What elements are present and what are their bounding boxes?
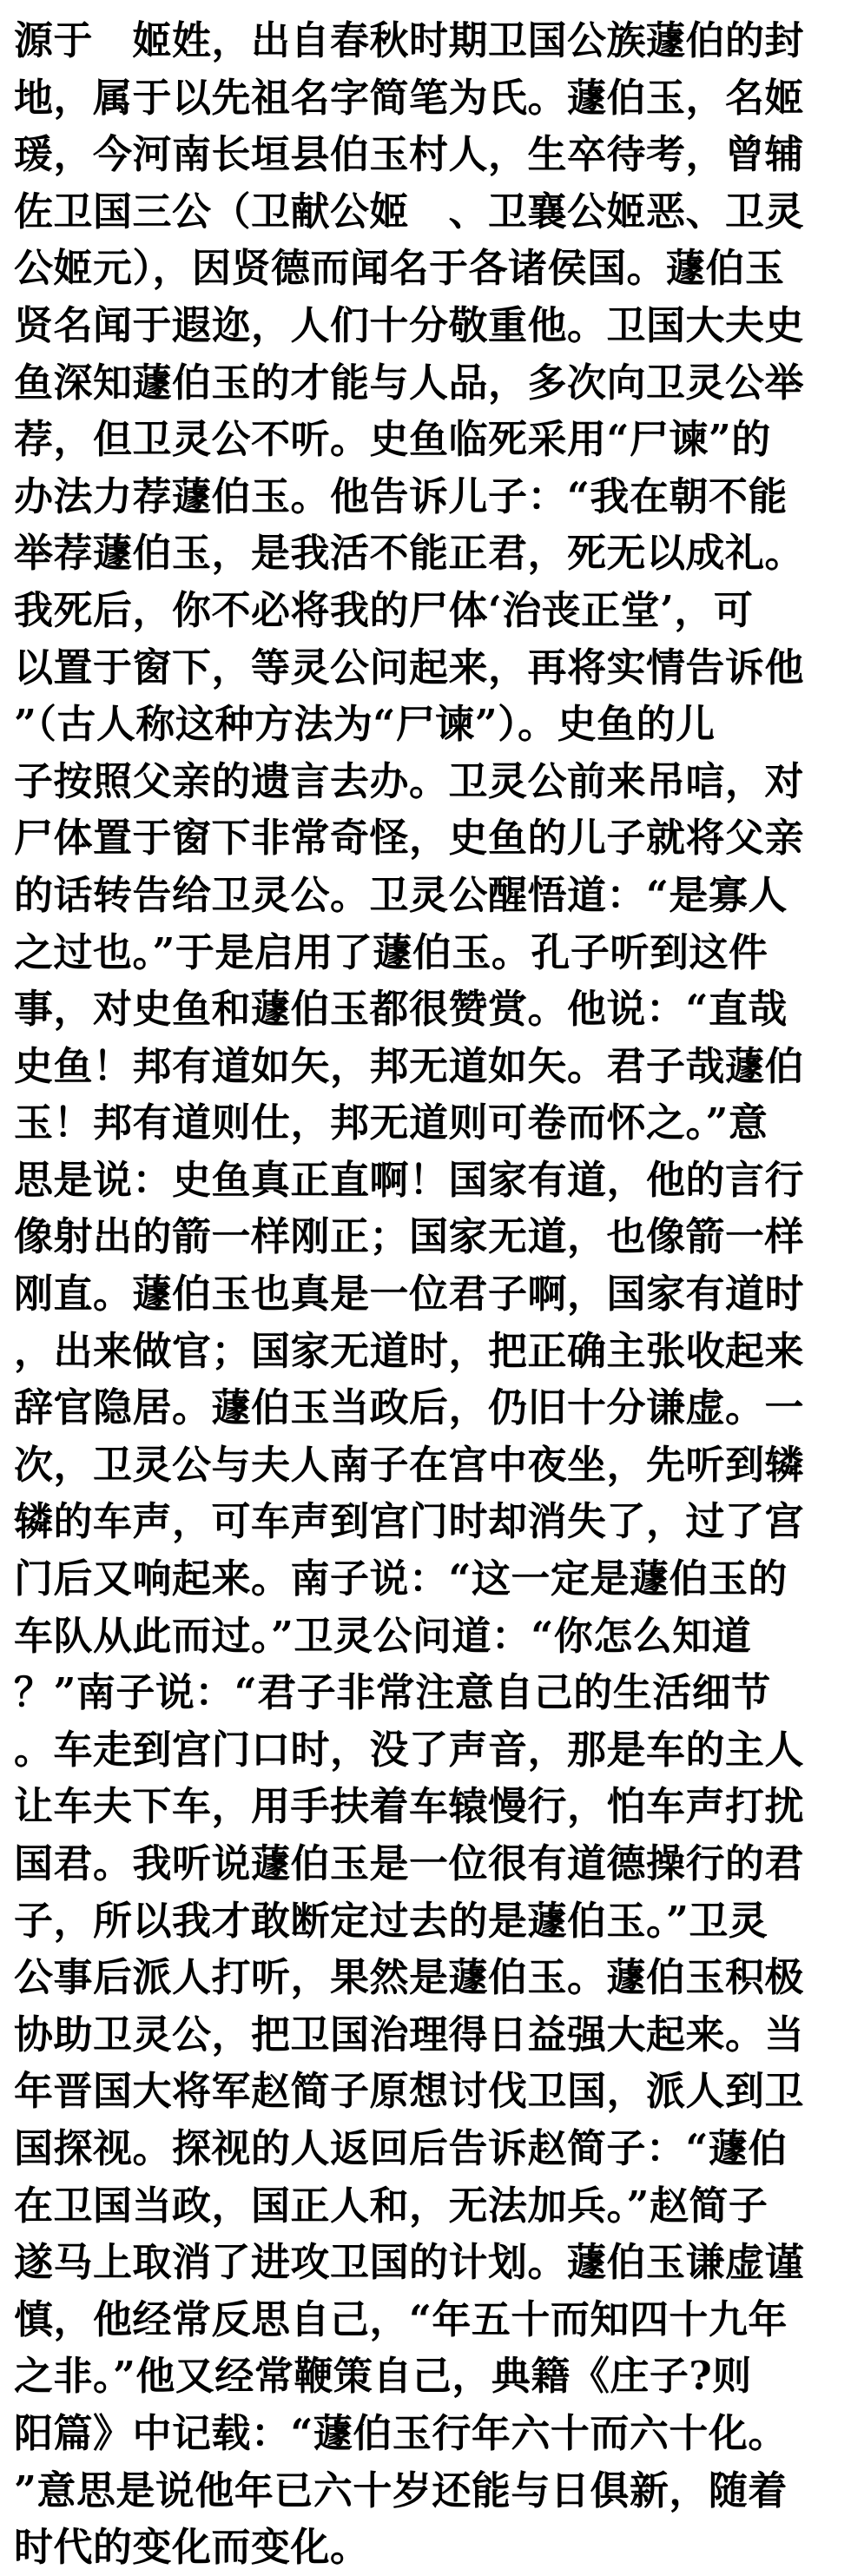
text-line: 子按照父亲的遗言去办。卫灵公前来吊唁，对 [14, 757, 805, 804]
text-line: 慎，他经常反思自己，“年五十而知四十九年 [14, 2295, 788, 2342]
text-line: 办法力荐蘧伯玉。他告诉儿子：“我在朝不能 [14, 472, 788, 519]
text-line: 我死后，你不必将我的尸体‘治丧正堂’，可 [14, 586, 754, 633]
text-line: 思是说：史鱼真正直啊！国家有道，他的言行 [14, 1156, 805, 1203]
text-line: 次，卫灵公与夫人南子在宫中夜坐，先听到辚 [14, 1441, 805, 1488]
text-line: 让车夫下车，用手扶着车辕慢行，怕车声打扰 [14, 1783, 805, 1830]
text-line: 年晋国大将军赵简子原想讨伐卫国，派人到卫 [14, 2068, 805, 2115]
text-line: 事，对史鱼和蘧伯玉都很赞赏。他说：“直哉 [14, 986, 788, 1033]
text-line: 荐，但卫灵公不听。史鱼临死采用“尸谏”的 [14, 416, 771, 463]
text-line: 佐卫国三公（卫献公姬 、卫襄公姬恶、卫灵 [14, 188, 805, 234]
text-line: ”意思是说他年已六十岁还能与日俱新，随着 [14, 2467, 788, 2513]
text-line: 的话转告给卫灵公。卫灵公醒悟道：“是寡人 [14, 871, 788, 918]
text-line: 阳篇》中记载：“蘧伯玉行年六十而六十化。 [14, 2409, 788, 2456]
text-line: 之过也。”于是启用了蘧伯玉。孔子听到这件 [14, 928, 769, 975]
text-line: 公事后派人打听，果然是蘧伯玉。蘧伯玉积极 [14, 1954, 805, 2001]
text-line: ，出来做官；国家无道时，把正确主张收起来 [14, 1327, 805, 1374]
text-line: 举荐蘧伯玉，是我活不能正君，死无以成礼。 [14, 530, 805, 577]
text-line: 遂马上取消了进攻卫国的计划。蘧伯玉谦虚谨 [14, 2239, 805, 2286]
text-line: 尸体置于窗下非常奇怪，史鱼的儿子就将父亲 [14, 815, 805, 862]
text-line: 贤名闻于遐迩，人们十分敬重他。卫国大夫史 [14, 301, 805, 348]
text-line: 时代的变化而变化。 [14, 2524, 370, 2571]
text-line: 刚直。蘧伯玉也真是一位君子啊，国家有道时 [14, 1271, 805, 1318]
text-line: 史鱼！邦有道如矢，邦无道如矢。君子哉蘧伯 [14, 1042, 805, 1089]
text-line: 。车走到宫门口时，没了声音，那是车的主人 [14, 1726, 805, 1773]
text-line: 以置于窗下，等灵公问起来，再将实情告诉他 [14, 644, 805, 690]
text-line: ”（古人称这种方法为“尸谏”）。史鱼的儿 [14, 701, 716, 748]
text-line: 辞官隐居。蘧伯玉当政后，仍旧十分谦虚。一 [14, 1384, 805, 1431]
text-line: 门后又响起来。南子说：“这一定是蘧伯玉的 [14, 1556, 788, 1602]
text-line: ？”南子说：“君子非常注意自己的生活细节 [14, 1669, 771, 1716]
text-line: 源于 姬姓，出自春秋时期卫国公族蘧伯的封 [14, 17, 805, 63]
text-line: 瑗，今河南长垣县伯玉村人，生卒待考，曾辅 [14, 131, 805, 178]
text-line: 公姬元），因贤德而闻名于各诸侯国。蘧伯玉 [14, 245, 785, 292]
text-line: 鱼深知蘧伯玉的才能与人品，多次向卫灵公举 [14, 359, 805, 406]
text-line: 国探视。探视的人返回后告诉赵简子：“蘧伯 [14, 2124, 788, 2171]
text-line: 辚的车声，可车声到宫门时却消失了，过了宫 [14, 1498, 805, 1545]
text-line: 国君。我听说蘧伯玉是一位很有道德操行的君 [14, 1840, 805, 1886]
text-line: 车队从此而过。”卫灵公问道：“你怎么知道 [14, 1612, 752, 1659]
text-line: 像射出的箭一样刚正；国家无道，也像箭一样 [14, 1213, 805, 1260]
text-line: 子，所以我才敢断定过去的是蘧伯玉。”卫灵 [14, 1897, 769, 1944]
text-line: 在卫国当政，国正人和，无法加兵。”赵简子 [14, 2182, 769, 2229]
text-line: 玉！邦有道则仕，邦无道则可卷而怀之。”意 [14, 1100, 769, 1146]
text-line: 之非。”他又经常鞭策自己，典籍《庄子?则 [14, 2353, 752, 2400]
text-line: 协助卫灵公，把卫国治理得日益强大起来。当 [14, 2011, 805, 2057]
text-line: 地，属于以先祖名字简笔为氏。蘧伯玉，名姬 [14, 74, 805, 121]
